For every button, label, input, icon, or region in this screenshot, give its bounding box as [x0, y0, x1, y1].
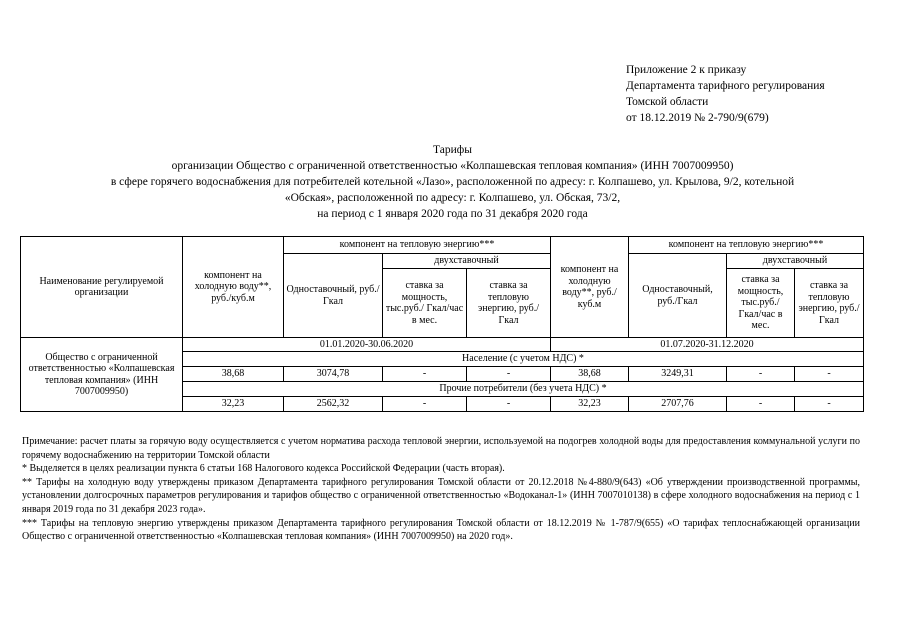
header-cold-water-h2: компонент на холодную воду**, руб./куб.м	[551, 237, 629, 338]
note-cold-water: ** Тарифы на холодную воду утверждены приказом Департамента тарифного регулирования Томской области от 20.12.2018 №4-880/9(643) «Об утверждении производственной программы, установлении долгосрочных параметров регулирования и тарифов общество с ограниченной ответственностью «Водоканал-1» (ИНН 7007010138) в сфере холодного водоснабжения на период с 1 января 2019 года по 31 декабря 2023 года».	[22, 476, 860, 515]
period-h1: 01.01.2020-30.06.2020	[183, 338, 551, 352]
appendix-line-4: от 18.12.2019 № 2-790/9(679)	[626, 112, 769, 124]
title-heading: Тарифы	[433, 144, 472, 156]
population-energy-rate-h1: -	[467, 367, 551, 382]
population-power-rate-h1: -	[383, 367, 467, 382]
others-energy-rate-h2: -	[795, 397, 864, 412]
others-cold-water-h2: 32,23	[551, 397, 629, 412]
population-energy-rate-h2: -	[795, 367, 864, 382]
others-power-rate-h2: -	[727, 397, 795, 412]
population-single-rate-h2: 3249,31	[629, 367, 727, 382]
header-power-rate-h1: ставка за мощность, тыс.руб./ Гкал/час в мес.	[383, 269, 467, 338]
population-power-rate-h2: -	[727, 367, 795, 382]
title-line-4: «Обская», расположенной по адресу: г. Колпашево, ул. Обская, 73/2,	[284, 192, 621, 204]
header-energy-rate-h2: ставка за тепловую энергию, руб./Гкал	[795, 269, 864, 338]
header-org-name: Наименование регулируемой организации	[21, 237, 183, 338]
header-two-rate-h1: двухставочный	[383, 254, 551, 269]
title-line-5: на период с 1 января 2020 года по 31 декабря 2020 года	[317, 208, 588, 220]
others-single-rate-h1: 2562,32	[284, 397, 383, 412]
others-energy-rate-h1: -	[467, 397, 551, 412]
org-name-cell: Общество с ограниченной ответственностью «Колпашевская тепловая компания» (ИНН 7007009950)	[21, 338, 183, 412]
population-cold-water-h1: 38,68	[183, 367, 284, 382]
period-h2: 01.07.2020-31.12.2020	[551, 338, 864, 352]
period-row	[21, 338, 864, 352]
appendix-line-3: Томской области	[626, 96, 709, 108]
appendix-block	[626, 62, 825, 126]
header-power-rate-h2: ставка за мощность, тыс.руб./ Гкал/час в мес.	[727, 269, 795, 338]
population-single-rate-h1: 3074,78	[284, 367, 383, 382]
note-vat: * Выделяется в целях реализации пункта 6 статьи 168 Налогового кодекса Российской Федерации (часть вторая).	[22, 463, 505, 475]
note-heat-energy: *** Тарифы на тепловую энергию утверждены приказом Департамента тарифного регулирования Томской области от 18.12.2019 № 1-787/9(655) «О тарифах теплоснабжающей организации Общество с ограниченной ответственностью «Колпашевская тепловая компания» (ИНН 7007009950) на 2020 год».	[22, 517, 860, 543]
population-cold-water-h2: 38,68	[551, 367, 629, 382]
header-energy-rate-h1: ставка за тепловую энергию, руб./Гкал	[467, 269, 551, 338]
title-line-3: в сфере горячего водоснабжения для потребителей котельной «Лазо», расположенной по адресу: г. Колпашево, ул. Крылова, 9/2, котельной	[110, 176, 795, 188]
header-heat-group-h2: компонент на тепловую энергию***	[629, 237, 864, 254]
tariff-table	[20, 236, 864, 412]
population-label: Население (с учетом НДС) *	[183, 352, 864, 367]
others-single-rate-h2: 2707,76	[629, 397, 727, 412]
appendix-line-2: Департамента тарифного регулирования	[626, 80, 825, 92]
appendix-line-1: Приложение 2 к приказу	[626, 64, 747, 76]
header-single-rate-h2: Одноставочный, руб./Гкал	[629, 254, 727, 338]
header-heat-group-h1: компонент на тепловую энергию***	[284, 237, 551, 254]
others-power-rate-h1: -	[383, 397, 467, 412]
header-cold-water-h1: компонент на холодную воду**, руб./куб.м	[183, 237, 284, 338]
document-title	[20, 142, 885, 222]
notes-block	[22, 435, 860, 544]
others-label: Прочие потребители (без учета НДС) *	[183, 382, 864, 397]
header-single-rate-h1: Одноставочный, руб./Гкал	[284, 254, 383, 338]
others-cold-water-h1: 32,23	[183, 397, 284, 412]
header-two-rate-h2: двухставочный	[727, 254, 864, 269]
title-line-2: организации Общество с ограниченной ответственностью «Колпашевская тепловая компания» (ИНН 7007009950)	[171, 160, 734, 172]
header-row-1	[21, 237, 864, 254]
note-main: Примечание: расчет платы за горячую воду осуществляется с учетом норматива расхода тепловой энергии, используемой на подогрев холодной воды для предоставления коммунальной услуги по горячему водоснабжению на территории Томской области	[22, 436, 860, 461]
